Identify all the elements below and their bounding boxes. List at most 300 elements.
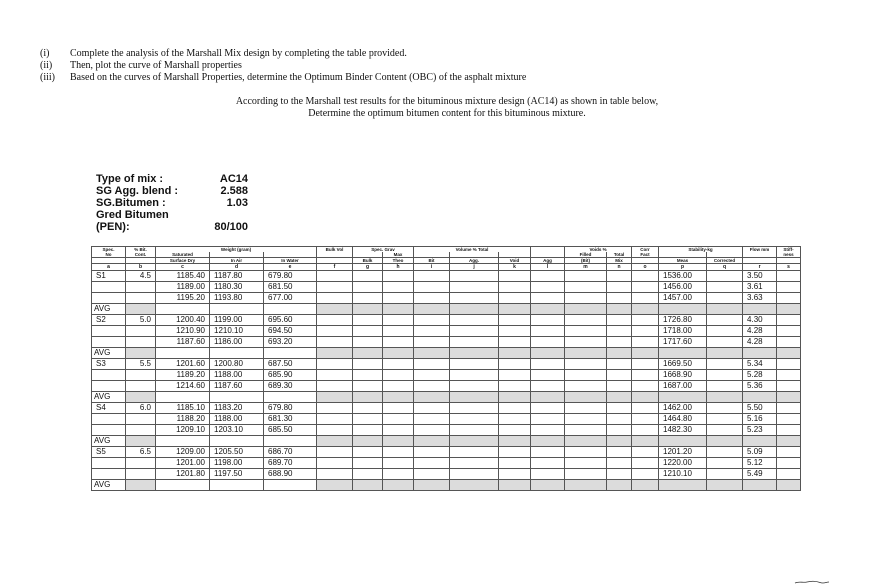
col-letter: a (92, 264, 126, 271)
empty-cell (565, 282, 607, 293)
empty-cell (499, 425, 531, 436)
empty-cell (531, 282, 565, 293)
empty-cell (383, 293, 414, 304)
ssd-weight-cell: 1214.60 (156, 381, 210, 392)
header-stability: Stability-kg (659, 247, 743, 253)
header-in-water: In Water (264, 258, 317, 264)
col-letter: g (353, 264, 383, 271)
empty-cell (632, 469, 659, 480)
empty-cell (317, 469, 353, 480)
avg-cell (777, 436, 801, 447)
col-letter: h (383, 264, 414, 271)
avg-cell (743, 392, 777, 403)
water-weight-cell: 679.80 (264, 271, 317, 282)
empty-cell (450, 403, 499, 414)
avg-cell (565, 304, 607, 315)
empty-cell (707, 469, 743, 480)
empty-cell (499, 458, 531, 469)
empty-cell (607, 403, 632, 414)
header-stiffness-2: ness (777, 252, 801, 258)
empty-cell (92, 326, 126, 337)
empty-cell (317, 370, 353, 381)
empty-cell (777, 370, 801, 381)
empty-cell (565, 447, 607, 458)
stability-meas-cell: 1669.50 (659, 359, 707, 370)
avg-cell (353, 348, 383, 359)
empty-cell (414, 326, 450, 337)
avg-blank-cell (156, 304, 210, 315)
stability-meas-cell: 1668.90 (659, 370, 707, 381)
empty-cell (531, 315, 565, 326)
empty-cell (531, 337, 565, 348)
stability-meas-cell: 1201.20 (659, 447, 707, 458)
empty-cell (499, 381, 531, 392)
avg-cell (450, 436, 499, 447)
empty-cell (126, 458, 156, 469)
header-total: Total (607, 252, 632, 258)
header-in-air: In Air (210, 258, 264, 264)
empty-cell (777, 403, 801, 414)
flow-cell: 5.16 (743, 414, 777, 425)
empty-cell (92, 337, 126, 348)
empty-cell (607, 381, 632, 392)
flow-cell: 3.63 (743, 293, 777, 304)
avg-blank-cell (210, 304, 264, 315)
empty-cell (777, 425, 801, 436)
avg-row (92, 348, 801, 359)
avg-cell (743, 348, 777, 359)
avg-cell (383, 480, 414, 491)
avg-cell (607, 348, 632, 359)
empty-cell (565, 271, 607, 282)
avg-cell (317, 392, 353, 403)
type-of-mix-value: AC14 (219, 173, 248, 185)
empty-cell (531, 403, 565, 414)
empty-cell (383, 282, 414, 293)
avg-cell (126, 480, 156, 491)
col-letter: q (707, 264, 743, 271)
empty-cell (317, 337, 353, 348)
empty-cell (607, 293, 632, 304)
empty-cell (565, 414, 607, 425)
sg-agg-label: SG Agg. blend : (96, 185, 179, 197)
avg-cell (632, 436, 659, 447)
empty-cell (707, 315, 743, 326)
avg-cell (450, 348, 499, 359)
empty-cell (450, 370, 499, 381)
col-letter: c (156, 264, 210, 271)
table-row (92, 370, 801, 381)
empty-cell (565, 403, 607, 414)
empty-cell (353, 370, 383, 381)
empty-cell (353, 315, 383, 326)
empty-cell (777, 293, 801, 304)
header-stiffness: Stiff- (777, 247, 801, 253)
water-weight-cell: 694.50 (264, 326, 317, 337)
empty-cell (565, 293, 607, 304)
header-agg: Agg. (450, 258, 499, 264)
empty-cell (531, 469, 565, 480)
avg-cell (450, 304, 499, 315)
empty-cell (353, 271, 383, 282)
empty-cell (383, 271, 414, 282)
table-row (92, 337, 801, 348)
empty-cell (353, 359, 383, 370)
empty-cell (414, 381, 450, 392)
ssd-weight-cell: 1201.60 (156, 359, 210, 370)
avg-cell (353, 480, 383, 491)
table-row (92, 271, 801, 282)
empty-cell (353, 425, 383, 436)
empty-cell (317, 271, 353, 282)
empty-cell (499, 293, 531, 304)
bit-cont-cell: 4.5 (126, 271, 156, 282)
avg-cell (317, 480, 353, 491)
empty-cell (707, 370, 743, 381)
empty-cell (777, 458, 801, 469)
water-weight-cell: 695.60 (264, 315, 317, 326)
flow-cell: 4.28 (743, 337, 777, 348)
empty-cell (499, 414, 531, 425)
avg-cell (450, 392, 499, 403)
empty-cell (607, 326, 632, 337)
empty-cell (499, 337, 531, 348)
col-letter: e (264, 264, 317, 271)
spec-no-cell: S3 (92, 359, 126, 370)
empty-cell (450, 414, 499, 425)
avg-blank-cell (210, 348, 264, 359)
empty-cell (414, 469, 450, 480)
empty-cell (632, 282, 659, 293)
avg-cell (353, 392, 383, 403)
intro-paragraph (150, 96, 744, 120)
header-meas: Meas (659, 258, 707, 264)
empty-cell (317, 458, 353, 469)
avg-cell (607, 392, 632, 403)
avg-cell (414, 348, 450, 359)
empty-cell (531, 271, 565, 282)
col-letter: o (632, 264, 659, 271)
ssd-weight-cell: 1209.10 (156, 425, 210, 436)
empty-cell (92, 414, 126, 425)
avg-cell (659, 480, 707, 491)
avg-cell (531, 480, 565, 491)
empty-cell (126, 282, 156, 293)
empty-cell (450, 425, 499, 436)
empty-cell (414, 271, 450, 282)
table-row (92, 282, 801, 293)
avg-cell (531, 392, 565, 403)
sg-bitumen-value: 1.03 (226, 197, 248, 209)
empty-cell (450, 315, 499, 326)
empty-cell (707, 381, 743, 392)
header-volume-total: Volume % Total (414, 247, 531, 253)
empty-cell (632, 271, 659, 282)
header-ssd: Saturated (156, 252, 210, 258)
empty-cell (565, 359, 607, 370)
flow-cell: 5.28 (743, 370, 777, 381)
empty-cell (353, 337, 383, 348)
empty-cell (450, 359, 499, 370)
avg-cell (317, 304, 353, 315)
empty-cell (450, 447, 499, 458)
empty-cell (565, 337, 607, 348)
avg-cell (743, 304, 777, 315)
avg-cell (707, 392, 743, 403)
avg-cell (499, 436, 531, 447)
water-weight-cell: 687.50 (264, 359, 317, 370)
empty-cell (92, 370, 126, 381)
avg-cell (777, 480, 801, 491)
table-row (92, 458, 801, 469)
empty-cell (777, 337, 801, 348)
empty-cell (383, 414, 414, 425)
empty-cell (317, 447, 353, 458)
flow-cell: 5.50 (743, 403, 777, 414)
empty-cell (383, 337, 414, 348)
avg-cell (126, 348, 156, 359)
header-ssd-2: Surface Dry (156, 258, 210, 264)
water-weight-cell: 689.70 (264, 458, 317, 469)
empty-cell (607, 315, 632, 326)
header-bit-cont-2: Cont. (126, 252, 156, 258)
empty-cell (607, 458, 632, 469)
empty-cell (414, 425, 450, 436)
empty-cell (126, 381, 156, 392)
avg-cell (499, 304, 531, 315)
empty-cell (499, 403, 531, 414)
flow-cell: 5.12 (743, 458, 777, 469)
empty-cell (707, 271, 743, 282)
empty-cell (707, 425, 743, 436)
water-weight-cell: 685.90 (264, 370, 317, 381)
avg-label: AVG (92, 348, 126, 359)
water-weight-cell: 681.50 (264, 282, 317, 293)
empty-cell (565, 425, 607, 436)
empty-cell (565, 370, 607, 381)
avg-cell (607, 480, 632, 491)
air-weight-cell: 1180.30 (210, 282, 264, 293)
avg-cell (565, 392, 607, 403)
empty-cell (414, 282, 450, 293)
stability-meas-cell: 1482.30 (659, 425, 707, 436)
empty-cell (707, 326, 743, 337)
empty-cell (531, 359, 565, 370)
empty-cell (777, 414, 801, 425)
col-letter: k (499, 264, 531, 271)
avg-blank-cell (210, 480, 264, 491)
empty-cell (126, 469, 156, 480)
empty-cell (353, 447, 383, 458)
empty-cell (632, 425, 659, 436)
avg-label: AVG (92, 480, 126, 491)
avg-cell (707, 304, 743, 315)
bit-cont-cell: 5.5 (126, 359, 156, 370)
empty-cell (383, 359, 414, 370)
empty-cell (383, 315, 414, 326)
empty-cell (531, 458, 565, 469)
water-weight-cell: 693.20 (264, 337, 317, 348)
empty-cell (607, 425, 632, 436)
header-weight: Weight (gram) (156, 247, 317, 253)
air-weight-cell: 1183.20 (210, 403, 264, 414)
empty-cell (531, 370, 565, 381)
empty-cell (414, 293, 450, 304)
empty-cell (414, 315, 450, 326)
stability-meas-cell: 1462.00 (659, 403, 707, 414)
air-weight-cell: 1199.00 (210, 315, 264, 326)
table-row (92, 403, 801, 414)
empty-cell (92, 469, 126, 480)
table-row (92, 315, 801, 326)
empty-cell (450, 282, 499, 293)
ssd-weight-cell: 1188.20 (156, 414, 210, 425)
empty-cell (450, 337, 499, 348)
empty-cell (126, 370, 156, 381)
empty-cell (632, 359, 659, 370)
avg-blank-cell (264, 480, 317, 491)
air-weight-cell: 1203.10 (210, 425, 264, 436)
water-weight-cell: 689.30 (264, 381, 317, 392)
instruction-number: (iii) (40, 72, 55, 83)
empty-cell (126, 414, 156, 425)
header-total-2: Mix (607, 258, 632, 264)
avg-cell (414, 304, 450, 315)
stability-meas-cell: 1464.80 (659, 414, 707, 425)
empty-cell (383, 458, 414, 469)
avg-cell (450, 480, 499, 491)
intro-line: Determine the optimum bitumen content for this bituminous mixture. (308, 108, 586, 119)
header-spec-no: Spec. (92, 247, 126, 253)
empty-cell (632, 315, 659, 326)
table-row (92, 469, 801, 480)
water-weight-cell: 686.70 (264, 447, 317, 458)
empty-cell (565, 469, 607, 480)
empty-cell (707, 293, 743, 304)
empty-cell (565, 326, 607, 337)
avg-blank-cell (264, 348, 317, 359)
avg-row (92, 304, 801, 315)
gred-bitumen-label: Gred Bitumen (96, 209, 169, 221)
empty-cell (353, 403, 383, 414)
avg-cell (565, 480, 607, 491)
avg-blank-cell (210, 436, 264, 447)
avg-cell (317, 436, 353, 447)
col-letter: n (607, 264, 632, 271)
empty-cell (317, 315, 353, 326)
water-weight-cell: 685.50 (264, 425, 317, 436)
empty-cell (353, 458, 383, 469)
empty-cell (450, 458, 499, 469)
bit-cont-cell: 6.0 (126, 403, 156, 414)
table-row (92, 447, 801, 458)
avg-label: AVG (92, 304, 126, 315)
empty-cell (353, 381, 383, 392)
empty-cell (499, 370, 531, 381)
empty-cell (707, 458, 743, 469)
air-weight-cell: 1193.80 (210, 293, 264, 304)
flow-cell: 5.36 (743, 381, 777, 392)
empty-cell (777, 271, 801, 282)
empty-cell (632, 326, 659, 337)
bit-cont-cell: 5.0 (126, 315, 156, 326)
header-bit: Bit (414, 258, 450, 264)
instruction-item (40, 48, 526, 60)
empty-cell (353, 282, 383, 293)
stability-meas-cell: 1210.10 (659, 469, 707, 480)
spec-no-cell: S5 (92, 447, 126, 458)
empty-cell (450, 293, 499, 304)
header-corr-fact: Corr (632, 247, 659, 253)
empty-cell (777, 282, 801, 293)
empty-cell (531, 326, 565, 337)
sg-agg-value: 2.588 (220, 185, 248, 197)
empty-cell (531, 425, 565, 436)
gred-bitumen-value: 80/100 (214, 221, 248, 233)
instruction-text: Complete the analysis of the Marshall Mix design by completing the table provided. (70, 48, 407, 59)
empty-cell (126, 326, 156, 337)
ssd-weight-cell: 1201.80 (156, 469, 210, 480)
empty-cell (414, 370, 450, 381)
empty-cell (632, 447, 659, 458)
avg-cell (353, 304, 383, 315)
empty-cell (92, 293, 126, 304)
empty-cell (414, 359, 450, 370)
avg-cell (565, 436, 607, 447)
avg-cell (632, 304, 659, 315)
avg-cell (607, 304, 632, 315)
avg-cell (531, 436, 565, 447)
flow-cell: 5.34 (743, 359, 777, 370)
header-bulk: Bulk (353, 258, 383, 264)
empty-cell (126, 293, 156, 304)
empty-cell (450, 381, 499, 392)
empty-cell (353, 414, 383, 425)
avg-blank-cell (264, 304, 317, 315)
empty-cell (531, 414, 565, 425)
avg-cell (126, 304, 156, 315)
ssd-weight-cell: 1185.40 (156, 271, 210, 282)
intro-line: According to the Marshall test results for the bituminous mixture design (AC14) as shown in table below, (235, 96, 659, 107)
ssd-weight-cell: 1187.60 (156, 337, 210, 348)
col-letter: i (414, 264, 450, 271)
header-voids: Voids % (565, 247, 632, 253)
empty-cell (777, 469, 801, 480)
stability-meas-cell: 1687.00 (659, 381, 707, 392)
table-row (92, 359, 801, 370)
avg-cell (353, 436, 383, 447)
empty-cell (607, 414, 632, 425)
empty-cell (531, 381, 565, 392)
empty-cell (565, 458, 607, 469)
avg-cell (659, 436, 707, 447)
empty-cell (383, 326, 414, 337)
empty-cell (383, 469, 414, 480)
avg-cell (126, 436, 156, 447)
header-vma: Agg (531, 258, 565, 264)
flow-cell: 4.30 (743, 315, 777, 326)
table-row (92, 425, 801, 436)
bit-cont-cell: 6.5 (126, 447, 156, 458)
header-flow: Flow mm (743, 247, 777, 253)
table-row (92, 326, 801, 337)
avg-blank-cell (156, 392, 210, 403)
col-letter: d (210, 264, 264, 271)
flow-cell: 5.23 (743, 425, 777, 436)
empty-cell (317, 326, 353, 337)
air-weight-cell: 1210.10 (210, 326, 264, 337)
table-header (92, 247, 801, 271)
